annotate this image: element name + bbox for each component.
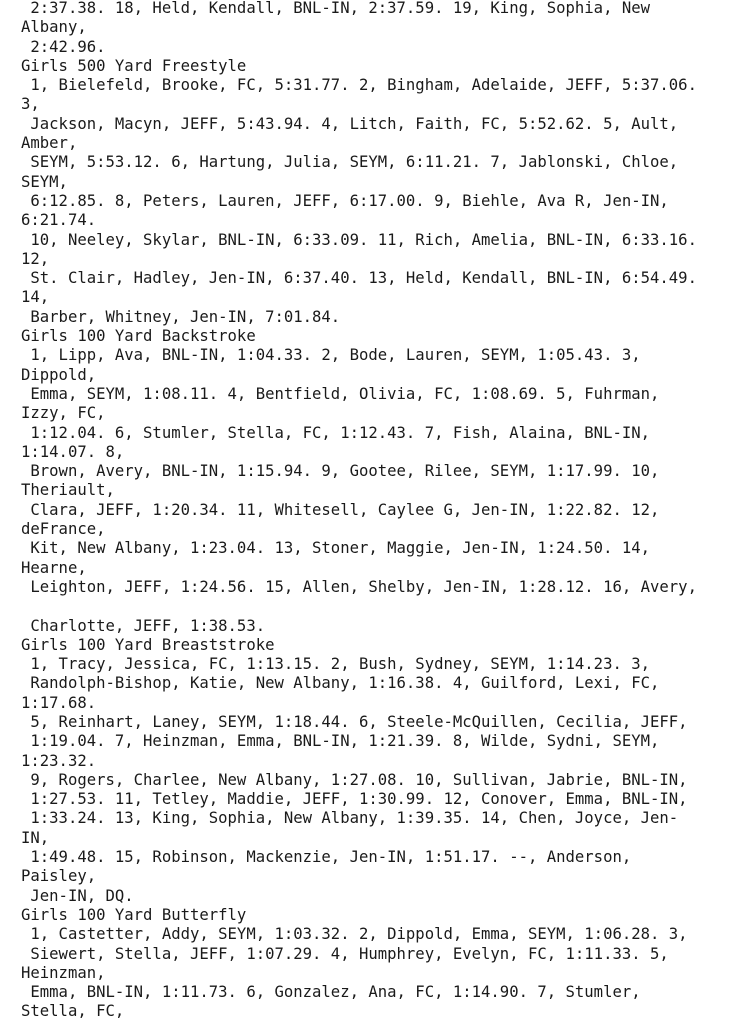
text-line: 2:37.38. 18, Held, Kendall, BNL-IN, 2:37.59. 19, King, Sophia, New	[21, 0, 651, 17]
text-line: 1:19.04. 7, Heinzman, Emma, BNL-IN, 1:21.39. 8, Wilde, Sydni, SEYM,	[21, 732, 660, 751]
text-line: 1:27.53. 11, Tetley, Maddie, JEFF, 1:30.99. 12, Conover, Emma, BNL-IN,	[21, 790, 688, 809]
text-line: Kit, New Albany, 1:23.04. 13, Stoner, Maggie, Jen-IN, 1:24.50. 14,	[21, 539, 651, 558]
blank-line	[21, 597, 742, 616]
text-line: 5, Reinhart, Laney, SEYM, 1:18.44. 6, Steele-McQuillen, Cecilia, JEFF,	[21, 712, 688, 731]
results-document	[21, 0, 742, 1022]
text-line: deFrance,	[21, 520, 106, 539]
text-line: 2:42.96.	[21, 37, 106, 56]
text-line: Heinzman,	[21, 963, 106, 982]
text-line: 1:14.07. 8,	[21, 442, 125, 461]
text-line: IN,	[21, 828, 50, 847]
text-line: Albany,	[21, 18, 87, 37]
text-line: 1, Tracy, Jessica, FC, 1:13.15. 2, Bush, Sydney, SEYM, 1:14.23. 3,	[21, 655, 651, 674]
section-heading-100-butterfly: Girls 100 Yard Butterfly	[21, 905, 247, 924]
text-line: 1, Castetter, Addy, SEYM, 1:03.32. 2, Dippold, Emma, SEYM, 1:06.28. 3,	[21, 925, 688, 944]
text-line: 9, Rogers, Charlee, New Albany, 1:27.08. 10, Sullivan, Jabrie, BNL-IN,	[21, 770, 688, 789]
text-line: Charlotte, JEFF, 1:38.53.	[21, 616, 266, 635]
text-line: Brown, Avery, BNL-IN, 1:15.94. 9, Gootee, Rilee, SEYM, 1:17.99. 10,	[21, 462, 660, 481]
text-line: Hearne,	[21, 558, 87, 577]
text-line: 6:12.85. 8, Peters, Lauren, JEFF, 6:17.00. 9, Biehle, Ava R, Jen-IN,	[21, 191, 669, 210]
text-line: SEYM,	[21, 172, 68, 191]
section-heading-100-breaststroke: Girls 100 Yard Breaststroke	[21, 635, 275, 654]
text-line: Barber, Whitney, Jen-IN, 7:01.84.	[21, 307, 341, 326]
text-line: Amber,	[21, 134, 78, 153]
text-line: 1, Bielefeld, Brooke, FC, 5:31.77. 2, Bingham, Adelaide, JEFF, 5:37.06.	[21, 76, 697, 95]
text-line: 12,	[21, 249, 50, 268]
text-line: Jackson, Macyn, JEFF, 5:43.94. 4, Litch, Faith, FC, 5:52.62. 5, Ault,	[21, 114, 679, 133]
text-line: Leighton, JEFF, 1:24.56. 15, Allen, Shelby, Jen-IN, 1:28.12. 16, Avery,	[21, 577, 697, 596]
text-line: Theriault,	[21, 481, 115, 500]
text-line: 6:21.74.	[21, 211, 97, 230]
text-line: 3,	[21, 95, 40, 114]
text-line: 1:49.48. 15, Robinson, Mackenzie, Jen-IN, 1:51.17. --, Anderson,	[21, 848, 632, 867]
text-line: Paisley,	[21, 867, 97, 886]
text-line: SEYM, 5:53.12. 6, Hartung, Julia, SEYM, 6:11.21. 7, Jablonski, Chloe,	[21, 153, 679, 172]
section-heading-100-backstroke: Girls 100 Yard Backstroke	[21, 327, 256, 346]
text-line: Clara, JEFF, 1:20.34. 11, Whitesell, Caylee G, Jen-IN, 1:22.82. 12,	[21, 500, 660, 519]
text-line: Dippold,	[21, 365, 97, 384]
text-line: 1:12.04. 6, Stumler, Stella, FC, 1:12.43. 7, Fish, Alaina, BNL-IN,	[21, 423, 651, 442]
text-line: 14,	[21, 288, 50, 307]
text-line: Emma, BNL-IN, 1:11.73. 6, Gonzalez, Ana, FC, 1:14.90. 7, Stumler,	[21, 983, 641, 1002]
text-line: St. Clair, Hadley, Jen-IN, 6:37.40. 13, Held, Kendall, BNL-IN, 6:54.49.	[21, 269, 697, 288]
text-line: Izzy, FC,	[21, 404, 106, 423]
text-line: Randolph-Bishop, Katie, New Albany, 1:16.38. 4, Guilford, Lexi, FC,	[21, 674, 660, 693]
text-line: Stella, FC,	[21, 1002, 125, 1021]
text-line: 1:33.24. 13, King, Sophia, New Albany, 1:39.35. 14, Chen, Joyce, Jen-	[21, 809, 679, 828]
text-line: Emma, SEYM, 1:08.11. 4, Bentfield, Olivia, FC, 1:08.69. 5, Fuhrman,	[21, 384, 660, 403]
text-line: Siewert, Stella, JEFF, 1:07.29. 4, Humphrey, Evelyn, FC, 1:11.33. 5,	[21, 944, 669, 963]
text-line: 1:17.68.	[21, 693, 97, 712]
text-line: 1, Lipp, Ava, BNL-IN, 1:04.33. 2, Bode, Lauren, SEYM, 1:05.43. 3,	[21, 346, 641, 365]
text-line: 1:23.32.	[21, 751, 97, 770]
section-heading-500-freestyle: Girls 500 Yard Freestyle	[21, 56, 247, 75]
text-line: Jen-IN, DQ.	[21, 886, 134, 905]
text-line: 10, Neeley, Skylar, BNL-IN, 6:33.09. 11, Rich, Amelia, BNL-IN, 6:33.16.	[21, 230, 697, 249]
